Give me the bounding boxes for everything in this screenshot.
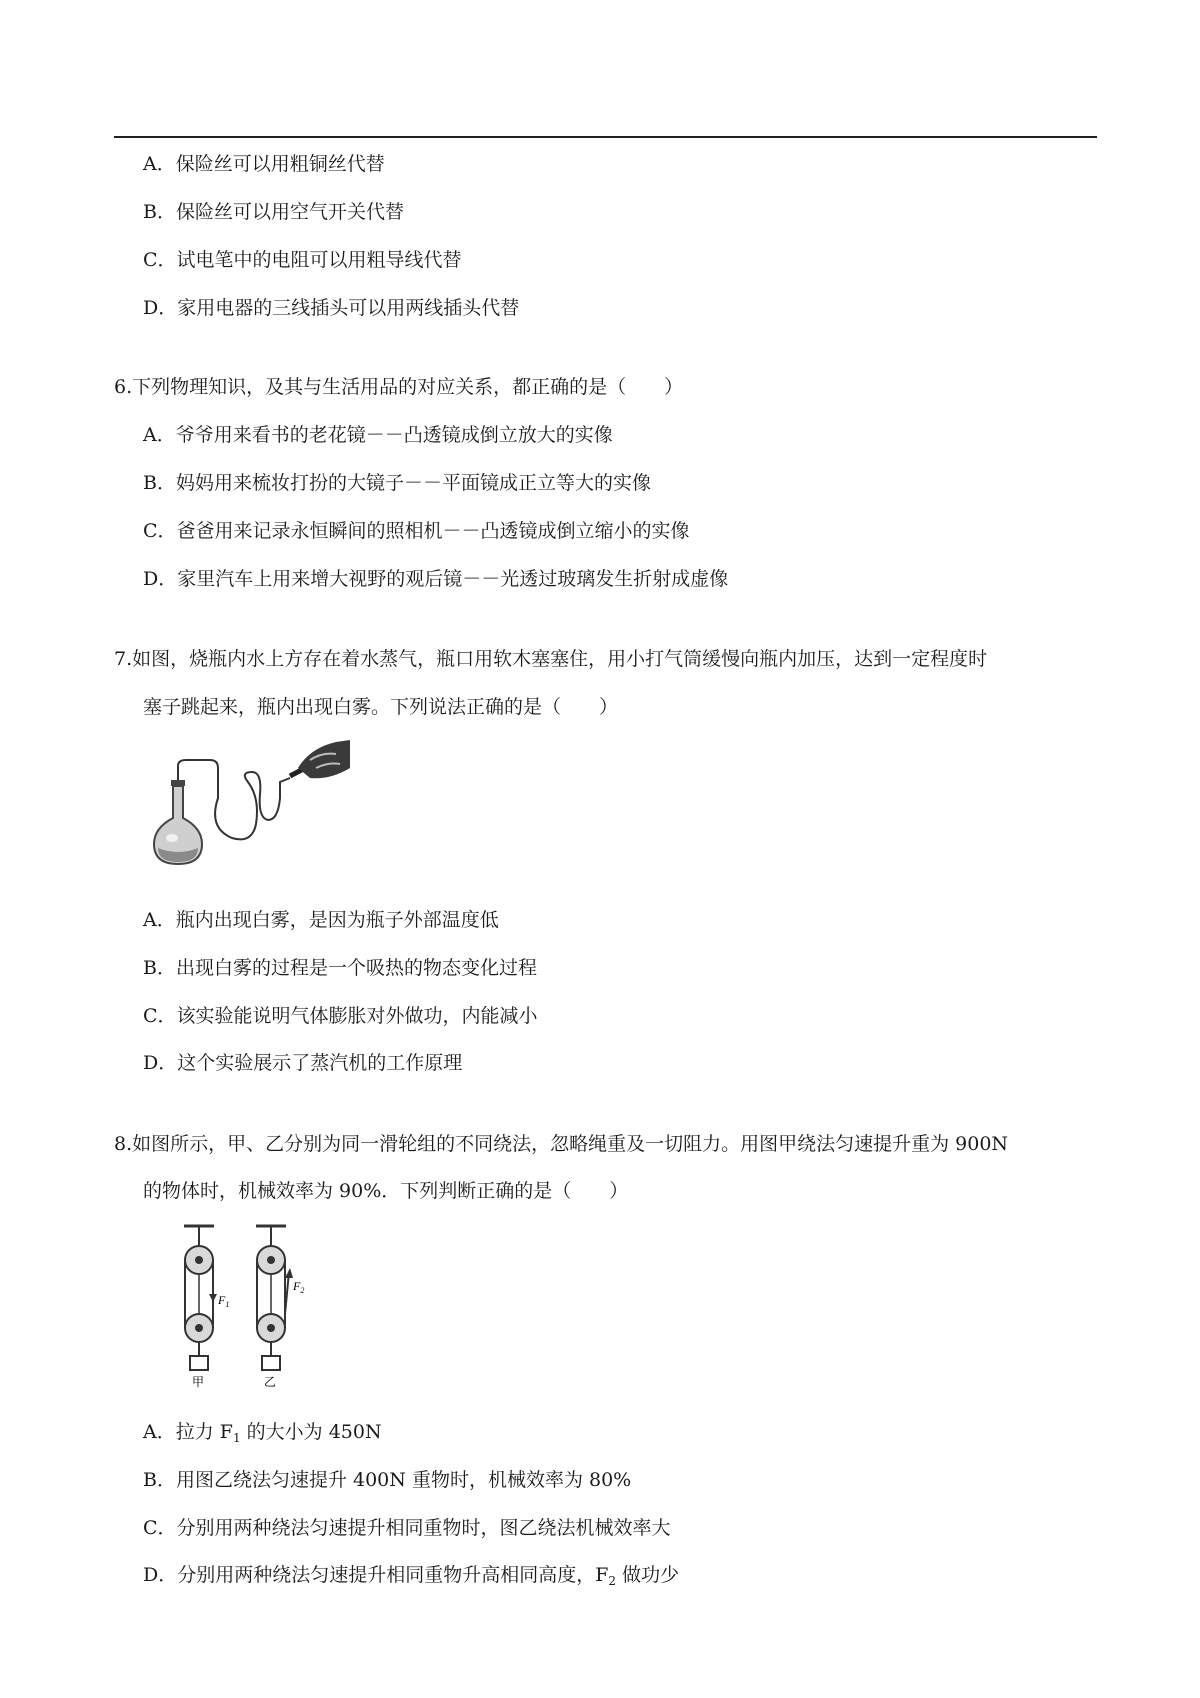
- q7-stem-line2: 塞子跳起来，瓶内出现白雾。下列说法正确的是（ ）: [143, 696, 619, 718]
- q7-option-d: D．这个实验展示了蒸汽机的工作原理: [143, 1052, 463, 1074]
- q8-stem-line2: 的物体时，机械效率为 90%．下列判断正确的是（ ）: [143, 1180, 629, 1202]
- q7-stem-line1: 7.如图，烧瓶内水上方存在着水蒸气，瓶口用软木塞塞住，用小打气筒缓慢向瓶内加压，达到一定程度时: [114, 648, 988, 670]
- force-label-f2: $F_2$: [293, 1279, 305, 1295]
- q8-option-d: D．分别用两种绕法匀速提升相同重物升高相同高度，$F_2$ 做功少: [143, 1564, 680, 1588]
- header-rule: [114, 136, 1097, 138]
- q8-option-c: C．分别用两种绕法匀速提升相同重物时，图乙绕法机械效率大: [143, 1517, 671, 1539]
- q6-option-b: B．妈妈用来梳妆打扮的大镜子－－平面镜成正立等大的实像: [143, 472, 651, 494]
- q6-option-d: D．家里汽车上用来增大视野的观后镜－－光透过玻璃发生折射成虚像: [143, 568, 729, 590]
- flask-pump-figure: [140, 738, 350, 874]
- force-label-f1: $F_1$: [218, 1293, 230, 1309]
- figure-label-yi: 乙: [264, 1375, 277, 1389]
- pulley-figure: [140, 1220, 320, 1392]
- q8-option-b: B．用图乙绕法匀速提升 400N 重物时，机械效率为 80%: [143, 1469, 632, 1491]
- q5-option-c: C．试电笔中的电阻可以用粗导线代替: [143, 249, 462, 271]
- q6-option-c: C．爸爸用来记录永恒瞬间的照相机－－凸透镜成倒立缩小的实像: [143, 520, 690, 542]
- figure-label-jia: 甲: [192, 1375, 205, 1389]
- q5-option-b: B．保险丝可以用空气开关代替: [143, 201, 404, 223]
- q5-option-d: D．家用电器的三线插头可以用两线插头代替: [143, 297, 520, 319]
- q8-option-a: A．拉力 $F_1$ 的大小为 450N: [143, 1421, 382, 1445]
- q7-option-b: B．出现白雾的过程是一个吸热的物态变化过程: [143, 957, 537, 979]
- q7-option-a: A．瓶内出现白雾，是因为瓶子外部温度低: [143, 909, 499, 931]
- q6-option-a: A．爷爷用来看书的老花镜－－凸透镜成倒立放大的实像: [143, 424, 613, 446]
- q7-option-c: C．该实验能说明气体膨胀对外做功，内能减小: [143, 1005, 538, 1027]
- q5-option-a: A．保险丝可以用粗铜丝代替: [143, 153, 385, 175]
- q6-stem: 6.下列物理知识，及其与生活用品的对应关系，都正确的是（ ）: [114, 376, 684, 398]
- q8-stem-line1: 8.如图所示，甲、乙分别为同一滑轮组的不同绕法，忽略绳重及一切阻力。用图甲绕法匀速提升重为 900N: [114, 1133, 1009, 1155]
